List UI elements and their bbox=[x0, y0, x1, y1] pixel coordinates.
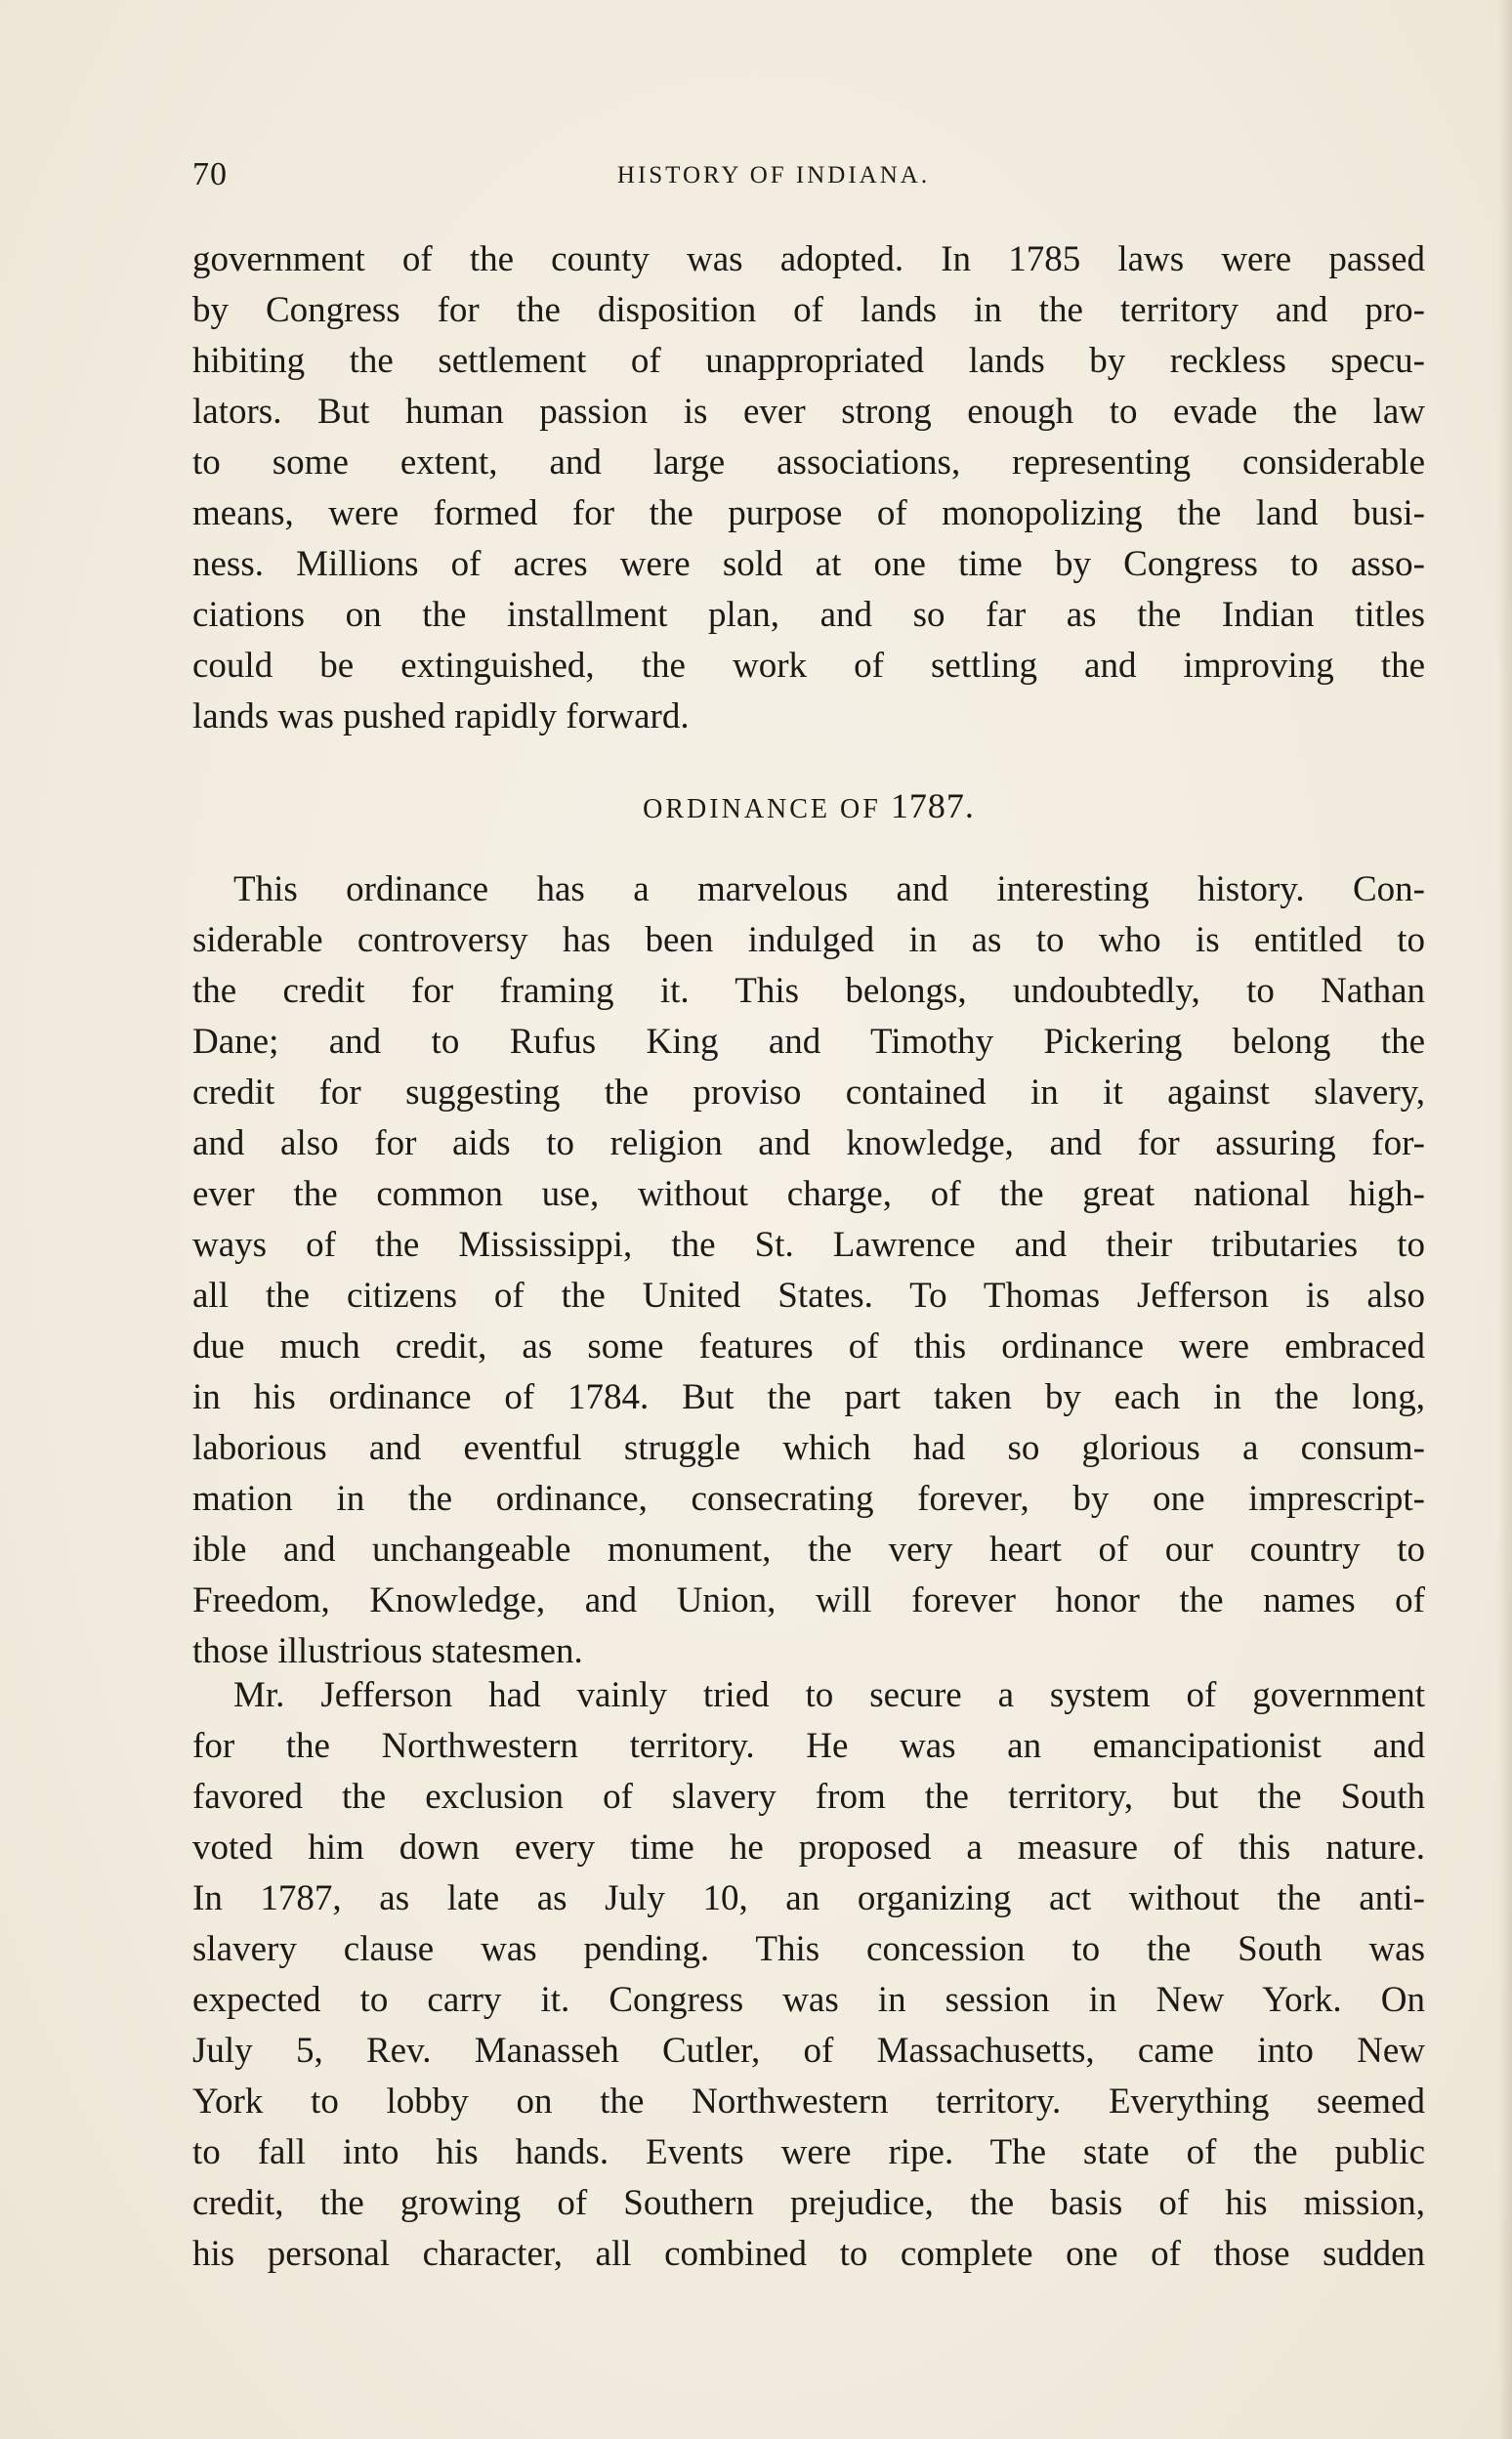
text-line: lands was pushed rapidly forward. bbox=[192, 696, 690, 736]
text-line: York to lobby on the Northwestern territory. Everything seemed bbox=[192, 2082, 1425, 2122]
text-line: hibiting the settlement of unappropriated lands by reckless specu- bbox=[192, 341, 1425, 381]
text-line: expected to carry it. Congress was in session in New York. On bbox=[192, 1980, 1425, 2020]
paragraph-3 bbox=[192, 1670, 1425, 2280]
page-number: 70 bbox=[192, 156, 228, 192]
text-line: lators. But human passion is ever strong enough to evade the law bbox=[192, 392, 1425, 432]
text-line: Mr. Jefferson had vainly tried to secure a system of government bbox=[233, 1675, 1425, 1715]
section-heading-text: ORDINANCE OF bbox=[643, 794, 881, 824]
text-line: in his ordinance of 1784. But the part taken by each in the long, bbox=[192, 1377, 1425, 1417]
text-line: favored the exclusion of slavery from the territory, but the South bbox=[192, 1777, 1425, 1817]
text-line: ever the common use, without charge, of the great national high- bbox=[192, 1174, 1425, 1214]
text-line: slavery clause was pending. This concession to the South was bbox=[192, 1929, 1425, 1969]
text-line: credit for suggesting the proviso contained in it against slavery, bbox=[192, 1072, 1425, 1113]
text-line: Dane; and to Rufus King and Timothy Pickering belong the bbox=[192, 1022, 1425, 1062]
text-line: ways of the Mississippi, the St. Lawrence and their tributaries to bbox=[192, 1225, 1425, 1265]
text-line: credit, the growing of Southern prejudice, the basis of his mission, bbox=[192, 2183, 1425, 2223]
text-line: all the citizens of the United States. To Thomas Jefferson is also bbox=[192, 1276, 1425, 1316]
text-line: government of the county was adopted. In 1785 laws were passed bbox=[192, 239, 1425, 279]
text-line: July 5, Rev. Manasseh Cutler, of Massachusetts, came into New bbox=[192, 2031, 1425, 2071]
text-line: ness. Millions of acres were sold at one time by Congress to asso- bbox=[192, 544, 1425, 584]
text-line: for the Northwestern territory. He was an emancipationist and bbox=[192, 1726, 1425, 1766]
text-line: to some extent, and large associations, representing considerable bbox=[192, 442, 1425, 483]
text-line: laborious and eventful struggle which had so glorious a consum- bbox=[192, 1428, 1425, 1468]
text-line: Freedom, Knowledge, and Union, will forever honor the names of bbox=[192, 1580, 1425, 1620]
page-edge-shadow bbox=[1498, 0, 1512, 2439]
text-line: siderable controversy has been indulged in as to who is entitled to bbox=[192, 920, 1425, 960]
text-line: by Congress for the disposition of lands in the territory and pro- bbox=[192, 290, 1425, 330]
text-line: ible and unchangeable monument, the very heart of our country to bbox=[192, 1530, 1425, 1570]
page-header bbox=[192, 156, 1423, 205]
paragraph-2 bbox=[192, 864, 1425, 1677]
paragraph-1 bbox=[192, 234, 1425, 742]
text-line: his personal character, all combined to complete one of those sudden bbox=[192, 2234, 1425, 2274]
text-line: those illustrious statesmen. bbox=[192, 1631, 583, 1671]
text-line: ciations on the installment plan, and so far as the Indian titles bbox=[192, 595, 1425, 635]
text-line: voted him down every time he proposed a measure of this nature. bbox=[192, 1828, 1425, 1868]
text-line: means, were formed for the purpose of monopolizing the land busi- bbox=[192, 493, 1425, 533]
text-line: In 1787, as late as July 10, an organizing act without the anti- bbox=[192, 1878, 1425, 1918]
running-title: HISTORY OF INDIANA. bbox=[616, 162, 931, 189]
text-line: to fall into his hands. Events were ripe. The state of the public bbox=[192, 2132, 1425, 2172]
text-line: could be extinguished, the work of settling and improving the bbox=[192, 646, 1425, 686]
text-line: This ordinance has a marvelous and interesting history. Con- bbox=[233, 869, 1425, 909]
text-line: and also for aids to religion and knowledge, and for assuring for- bbox=[192, 1123, 1425, 1163]
text-line: due much credit, as some features of this ordinance were embraced bbox=[192, 1326, 1425, 1367]
text-line: mation in the ordinance, consecrating forever, by one imprescript- bbox=[192, 1479, 1425, 1519]
text-line: the credit for framing it. This belongs, undoubtedly, to Nathan bbox=[192, 971, 1425, 1011]
section-heading-year: 1787. bbox=[890, 786, 975, 825]
section-heading bbox=[192, 781, 1425, 834]
